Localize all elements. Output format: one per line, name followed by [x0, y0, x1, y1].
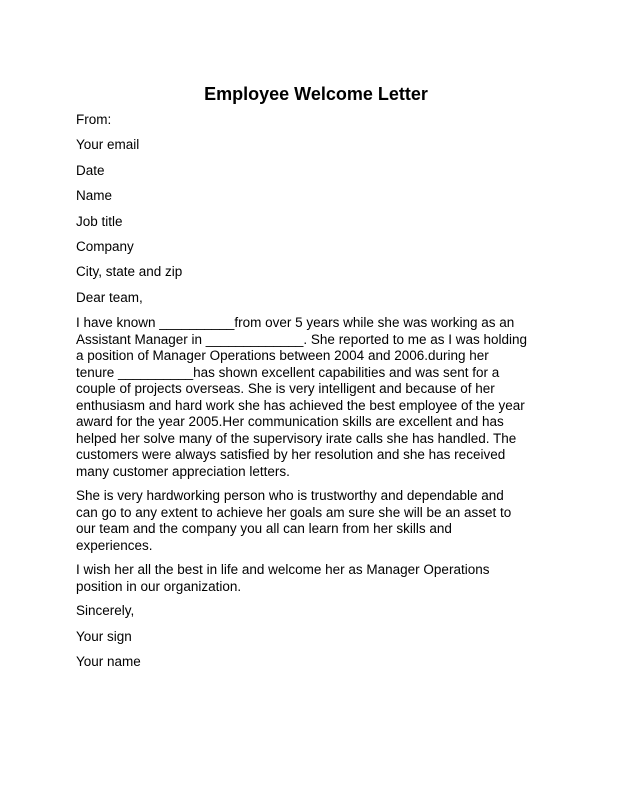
- closing-signature: Your sign: [76, 628, 132, 644]
- paragraph-line: Assistant Manager in _____________. She reported to me as I was holding: [76, 331, 528, 347]
- paragraph-line: I wish her all the best in life and welcome her as Manager Operations: [76, 562, 490, 578]
- sender-city-state-zip: City, state and zip: [76, 264, 183, 280]
- paragraph-introduction: [76, 315, 576, 480]
- sender-job-title: Job title: [76, 213, 123, 229]
- paragraph-qualities: [76, 488, 576, 554]
- paragraph-line: award for the year 2005.Her communication skills are excellent and has: [76, 414, 504, 430]
- paragraph-line: can go to any extent to achieve her goals am sure she will be an asset to: [76, 504, 512, 520]
- paragraph-line: enthusiasm and hard work she has achieved the best employee of the year: [76, 397, 525, 413]
- letter-title: Employee Welcome Letter: [204, 84, 428, 104]
- closing-sincerely: Sincerely,: [76, 603, 135, 619]
- paragraph-line: couple of projects overseas. She is very intelligent and because of her: [76, 381, 495, 397]
- paragraph-line: tenure __________has shown excellent capabilities and was sent for a: [76, 364, 500, 380]
- paragraph-welcome: [76, 562, 576, 595]
- paragraph-line: experiences.: [76, 537, 153, 553]
- paragraph-line: a position of Manager Operations between 2004 and 2006.during her: [76, 348, 489, 364]
- paragraph-line: our team and the company you all can learn from her skills and: [76, 521, 452, 537]
- sender-name: Name: [76, 188, 113, 204]
- sender-company: Company: [76, 238, 134, 254]
- closing-name: Your name: [76, 653, 141, 669]
- paragraph-line: many customer appreciation letters.: [76, 463, 290, 479]
- letter-date: Date: [76, 162, 105, 178]
- paragraph-line: She is very hardworking person who is trustworthy and dependable and: [76, 488, 504, 504]
- paragraph-line: customers were always satisfied by her resolution and she has received: [76, 447, 506, 463]
- from-label: From:: [76, 112, 112, 127]
- salutation: Dear team,: [76, 289, 143, 305]
- letter-body: [76, 112, 576, 679]
- sender-email: Your email: [76, 137, 140, 153]
- paragraph-line: position in our organization.: [76, 578, 242, 594]
- paragraph-line: helped her solve many of the supervisory irate calls she has handled. The: [76, 430, 517, 446]
- paragraph-line: I have known __________from over 5 years while she was working as an: [76, 315, 515, 331]
